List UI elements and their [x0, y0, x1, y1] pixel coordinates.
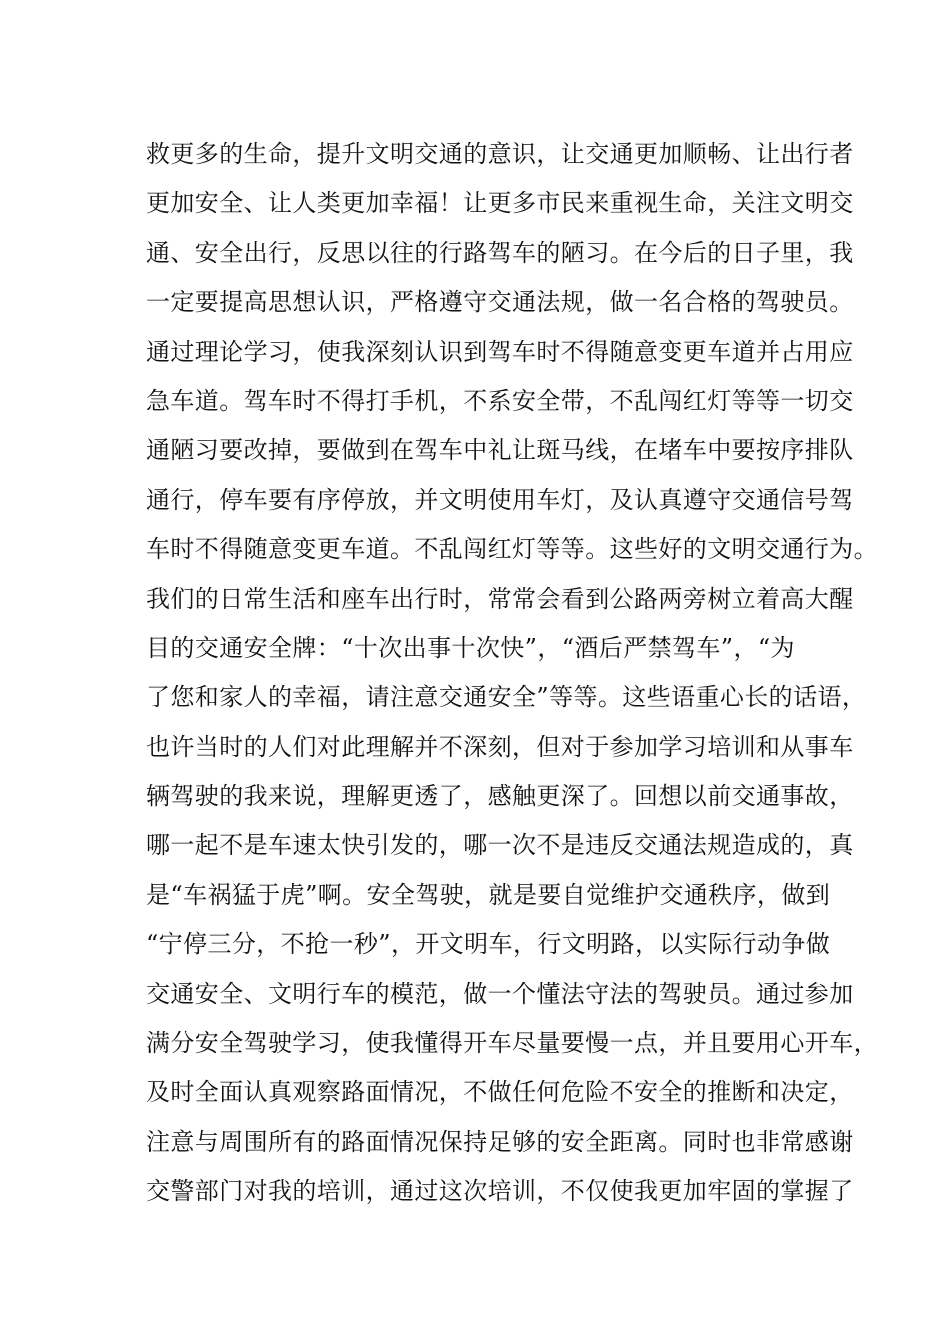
text-line: 救更多的生命，提升文明交通的意识，让交通更加顺畅、让出行者 [146, 140, 854, 168]
text-line: 辆驾驶的我来说，理解更透了，感触更深了。回想以前交通事故， [146, 782, 854, 811]
text-line: 车时不得随意变更车道。不乱闯红灯等等。这些好的文明交通行为。 [146, 535, 878, 564]
text-line: 急车道。驾车时不得打手机，不系安全带，不乱闯红灯等等一切交 [146, 386, 854, 415]
text-line: 目的交通安全牌：“十次出事十次快”，“酒后严禁驾车”，“为 [146, 633, 795, 662]
text-line: 通、安全出行，反思以往的行路驾车的陋习。在今后的日子里，我 [146, 238, 854, 267]
text-line: 更加安全、让人类更加幸福！让更多市民来重视生命，关注文明交 [146, 189, 854, 218]
text-line: 及时全面认真观察路面情况，不做任何危险不安全的推断和决定， [146, 1078, 854, 1107]
text-line: 哪一起不是车速太快引发的，哪一次不是违反交通法规造成的，真 [146, 831, 854, 860]
text-line: 交通安全、文明行车的模范，做一个懂法守法的驾驶员。通过参加 [146, 979, 854, 1008]
text-line: 也许当时的人们对此理解并不深刻，但对于参加学习培训和从事车 [146, 732, 854, 761]
text-line: 注意与周围所有的路面情况保持足够的安全距离。同时也非常感谢 [146, 1127, 854, 1156]
text-line: 满分安全驾驶学习，使我懂得开车尽量要慢一点，并且要用心开车， [146, 1029, 878, 1058]
text-line: 我们的日常生活和座车出行时，常常会看到公路两旁树立着高大醒 [146, 584, 854, 613]
body-text [146, 130, 878, 1217]
text-line: 是“车祸猛于虎”啊。安全驾驶，就是要自觉维护交通秩序，做到 [146, 880, 831, 909]
text-line: 一定要提高思想认识，严格遵守交通法规，做一名合格的驾驶员。 [146, 288, 854, 317]
text-line: “宁停三分，不抢一秒”，开文明车，行文明路，以实际行动争做 [146, 930, 831, 959]
text-line: 通行，停车要有序停放，并文明使用车灯，及认真遵守交通信号驾 [146, 485, 854, 514]
text-line: 交警部门对我的培训，通过这次培训，不仅使我更加牢固的掌握了 [146, 1177, 854, 1206]
text-line: 了您和家人的幸福，请注意交通安全”等等。这些语重心长的话语， [146, 683, 867, 712]
text-line: 通过理论学习，使我深刻认识到驾车时不得随意变更车道并占用应 [146, 337, 854, 366]
text-line: 通陋习要改掉，要做到在驾车中礼让斑马线，在堵车中要按序排队 [146, 436, 854, 465]
